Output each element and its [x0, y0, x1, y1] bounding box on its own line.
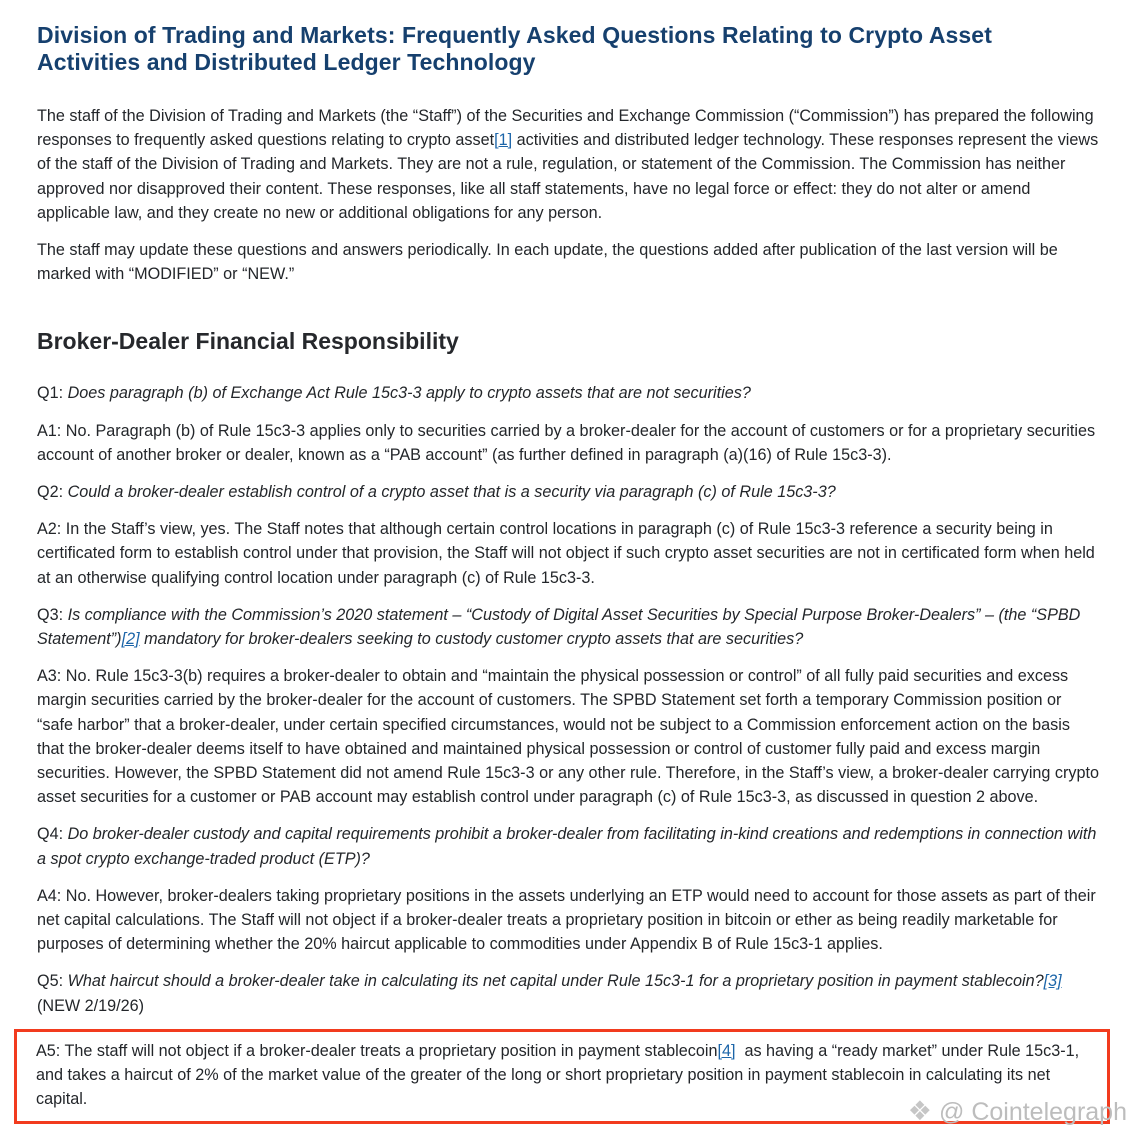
question-4-label: Q4: [37, 825, 68, 844]
answer-2-label: A2: [37, 520, 66, 539]
question-1 [37, 381, 1100, 405]
footnote-link-1[interactable]: [1] [494, 131, 513, 150]
question-3-body-cont: mandatory for broker-dealers seeking to custody customer crypto assets that are securities? [139, 630, 804, 649]
footnote-link-3[interactable]: [3] [1043, 972, 1062, 991]
answer-2 [37, 517, 1100, 590]
page-title: Division of Trading and Markets: Frequently Asked Questions Relating to Crypto Asset Activities and Distributed Ledger Technology [37, 22, 992, 75]
answer-4 [37, 884, 1100, 957]
answer-3-label: A3: [37, 667, 66, 686]
question-3-body: Is compliance with the Commission’s 2020 statement – “Custody of Digital Asset Securities by Special Purpose Broker-Dealers” – (the “SPBD Statement”) [37, 605, 1081, 649]
question-5-text [68, 972, 1062, 990]
question-5 [37, 969, 1100, 1017]
question-4-body: Do broker-dealer custody and capital requirements prohibit a broker-dealer from facilitating in-kind creations and redemptions in connection with a spot crypto exchange-traded product (ETP)? [37, 825, 1097, 868]
answer-3-body: No. Rule 15c3-3(b) requires a broker-dealer to obtain and “maintain the physical possession or control” of all fully paid securities and excess margin securities carried by the broker-dealer for the account of customers. The SPBD Statement set forth a temporary Commission position or “safe harbor” that a broker-dealer, under certain specified circumstances, would not be subject to a Commission enforcement action on the basis that the broker-dealer deems itself to have obtained and maintained physical possession or control of customer fully paid and excess margin securities. However, the SPBD Statement did not amend Rule 15c3-3 or any other rule. Therefore, in the Staff’s view, a broker-dealer carrying crypto asset securities for a customer or PAB account may establish control under paragraph (c) of Rule 15c3-3, as discussed in question 2 above. [37, 667, 1100, 807]
footnote-link-2[interactable]: [2] [121, 630, 140, 649]
highlight-box [14, 1029, 1110, 1127]
footnote-link-4[interactable]: [4] [717, 1041, 736, 1060]
intro-paragraph-1-text-cont: activities and distributed ledger technology. These responses represent the views of the staff of the Division of Trading and Markets. They are not a rule, regulation, or statement of the Commission. The Commission has neither approved nor disapproved their content. These responses, like all staff statements, have no legal force or effect: they do not alter or amend applicable law, and they create no new or additional obligations for any person. [37, 131, 1099, 222]
question-5-label: Q5: [37, 972, 68, 991]
answer-5-label: A5: [36, 1041, 65, 1060]
question-2 [37, 480, 1100, 504]
cointelegraph-logo-icon: ❖ [907, 1096, 932, 1127]
question-2-body: Could a broker-dealer establish control of a crypto asset that is a security via paragraph (c) of Rule 15c3-3? [67, 483, 836, 502]
answer-1-body: No. Paragraph (b) of Rule 15c3-3 applies only to securities carried by a broker-dealer for the account of customers or for a proprietary securities account of another broker or dealer, known as a “PAB account” (as further defined in paragraph (a)(16) of Rule 15c3-3). [37, 421, 1096, 464]
question-2-text [68, 483, 836, 501]
answer-3 [37, 664, 1100, 809]
answer-4-label: A4: [37, 886, 66, 905]
question-3-text [37, 606, 1080, 648]
answer-5-body-cont: as having a “ready market” under Rule 15c3-1, and takes a haircut of 2% of the market value of the greater of the long or short proprietary position in payment stablecoin in calculating its net capital. [36, 1041, 1080, 1109]
answer-1-label: A1: [37, 421, 66, 440]
answer-4-body: No. However, broker-dealers taking proprietary positions in the assets underlying an ETP would need to account for those assets as part of their net capital calculations. The Staff will not object if a broker-dealer treats a proprietary position in bitcoin or ether as being readily marketable for purposes of determining whether the 20% haircut applicable to commodities under Appendix B of Rule 15c3-1 applies. [37, 886, 1096, 954]
question-5-body: What haircut should a broker-dealer take in calculating its net capital under Rule 15c3-1 for a proprietary position in payment stablecoin? [67, 972, 1044, 991]
intro-paragraph-1-text: The staff of the Division of Trading and Markets (the “Staff”) of the Securities and Exchange Commission (“Commission”) has prepared the following responses to frequently asked questions relating to crypto asset [37, 107, 1094, 150]
question-5-new-tag: (NEW 2/19/26) [37, 996, 145, 1015]
intro-paragraph-1 [37, 104, 1100, 225]
question-3 [37, 603, 1100, 651]
question-1-body: Does paragraph (b) of Exchange Act Rule 15c3-3 apply to crypto assets that are not securities? [67, 384, 751, 403]
question-1-text [68, 384, 751, 402]
answer-5-body: The staff will not object if a broker-dealer treats a proprietary position in payment stablecoin [64, 1041, 718, 1060]
intro-paragraph-2: The staff may update these questions and answers periodically. In each update, the questions added after publication of the last version will be marked with “MODIFIED” or “NEW.” [37, 241, 1058, 284]
question-4 [37, 822, 1100, 870]
section-heading: Broker-Dealer Financial Responsibility [37, 328, 459, 355]
question-4-text [37, 825, 1096, 867]
question-2-label: Q2: [37, 483, 68, 502]
watermark-text: @ Cointelegraph [939, 1098, 1127, 1126]
answer-2-body: In the Staff’s view, yes. The Staff notes that although certain control locations in paragraph (c) of Rule 15c3-3 reference a security being in certificated form to establish control under that provision, the Staff will not object if such crypto asset securities are not in certificated form when held at an otherwise qualifying control location under paragraph (c) of Rule 15c3-3. [37, 520, 1095, 587]
answer-5 [36, 1039, 1089, 1112]
question-3-label: Q3: [37, 605, 68, 624]
answer-1 [37, 419, 1100, 467]
question-1-label: Q1: [37, 384, 68, 403]
